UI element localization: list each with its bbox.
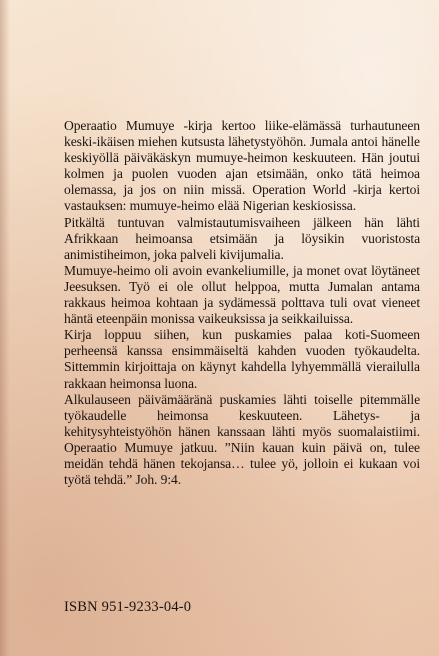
blurb-paragraph-5: Alkulauseen päivämääränä puskamies lähti toiselle pitemmälle työkaudelle heimonsa keskuuteen. Lähetys- ja kehitysyhteistyöhön hänen kanssaan lähti myös suomalaistiimi. Operaatio Mumuye jatkuu. ”Niin kauan kuin päivä on, tulee meidän tehdä hänen tekojansa… tulee yö, jolloin ei kukaan voi työtä tehdä.” Joh. 9:4.: [64, 391, 420, 488]
blurb-paragraph-1: Operaatio Mumuye -kirja kertoo liike-elämässä turhautuneen keski-ikäisen miehen kutsusta lähetystyöhön. Jumala antoi hänelle keskiyöllä päiväkäskyn mumuye-heimon keskuuteen. Hän joutui kolmen ja puolen vuoden ajan etsimään, onko tätä heimoa olemassa, ja jos on niin missä. Operation World -kirja kertoi vastauksen: mumuye-heimo elää Nigerian keskiosissa.: [64, 118, 420, 214]
isbn-number: ISBN 951-9233-04-0: [64, 599, 192, 615]
blurb-paragraph-4: Kirja loppuu siihen, kun puskamies palaa koti-Suomeen perheensä kanssa ensimmäiseltä kahden vuoden työkaudelta. Sittemmin kirjoittaja on käynyt kahdella lyhyemmällä vierailulla rakkaan heimonsa luona.: [64, 327, 420, 391]
blurb-paragraph-2: Pitkältä tuntuvan valmistautumisvaiheen jälkeen hän lähti Afrikkaan heimoansa etsimään ja löysikin vuoristosta animistiheimon, joka palveli kivijumalia.: [64, 214, 420, 262]
spine-shadow: [0, 0, 10, 656]
blurb-text: [64, 118, 420, 488]
blurb-paragraph-3: Mumuye-heimo oli avoin evankeliumille, ja monet ovat löytäneet Jeesuksen. Työ ei ole ollut helppoa, mutta Jumalan antama rakkaus heimoa kohtaan ja sydämessä polttava tuli ovat vieneet häntä eteenpäin monissa vaikeuksissa ja seikkailuissa.: [64, 262, 420, 327]
